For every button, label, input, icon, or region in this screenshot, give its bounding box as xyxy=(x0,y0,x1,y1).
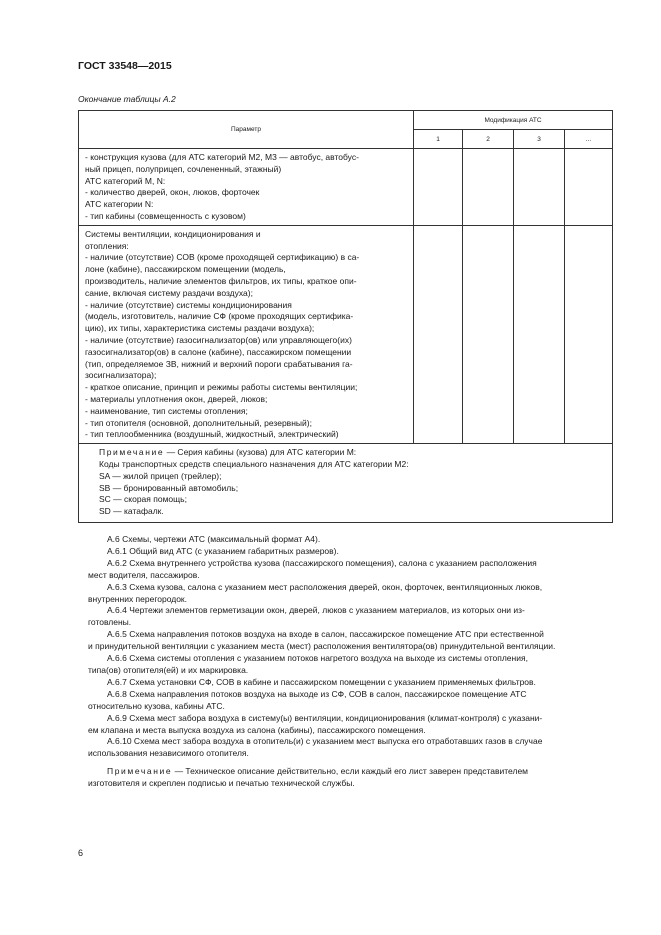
cell-line: отопления: xyxy=(85,240,129,251)
text-line: А.6.4 Чертежи элементов герметизации окон, дверей, люков с указанием материалов, из которых они из- xyxy=(107,605,525,616)
paragraph-a6-7: А.6.7 Схема установки СФ, СОВ в кабине и пассажирском помещении с указанием применяемых фильтров. xyxy=(107,676,536,687)
table-row xyxy=(79,149,613,226)
note-line: SA — жилой прицеп (трейлер); xyxy=(99,470,222,481)
paragraph-a6-10 xyxy=(88,736,612,760)
paragraph-a6: А.6 Схемы, чертежи АТС (максимальный формат А4). xyxy=(107,534,321,544)
text-line: А.6.9 Схема мест забора воздуха в систему(ы) вентиляции, кондиционирования (климат-контроля) с указани- xyxy=(107,712,543,723)
cell-line: производитель, наличие элементов фильтров, их типы, краткое опи- xyxy=(85,275,357,286)
paragraph-a6-4 xyxy=(88,605,612,629)
paragraph-a6-6 xyxy=(88,653,612,677)
row-ventilation-systems xyxy=(79,225,414,443)
text-line: мест водителя, пассажиров. xyxy=(88,569,200,580)
text-line: А.6.3 Схема кузова, салона с указанием мест расположения дверей, окон, форточек, вентиляционных люков, xyxy=(107,581,543,592)
text-line: А.6.2 Схема внутреннего устройства кузова (пассажирского помещения), салона с указанием расположения xyxy=(107,557,537,568)
cell-line: Системы вентиляции, кондиционирования и xyxy=(85,228,261,239)
column-header-3: 3 xyxy=(514,130,565,149)
note-line: SB — бронированный автомобиль; xyxy=(99,482,239,493)
note-label: Примечание xyxy=(107,766,173,777)
cell-line: (тип, определяемое ЗВ, нижний и верхний пороги срабатывания га- xyxy=(85,358,353,369)
cell-line: - материалы уплотнения окон, дверей, люков; xyxy=(85,393,268,404)
text-line: А.6.8 Схема направления потоков воздуха на выходе из СФ, СОВ в салон, пассажирское помещение АТС xyxy=(107,688,527,699)
text-line: ем клапана и места выпуска воздуха из салона (кабины), пассажирского помещения. xyxy=(88,724,426,735)
text-line: и принудительной вентиляции с указанием места (мест) расположения вентилятора(ов) принудительной вентиляции. xyxy=(88,641,556,652)
text-line: готовлены. xyxy=(88,617,132,628)
cell-empty xyxy=(463,149,514,226)
param-header: Параметр xyxy=(79,111,414,149)
cell-line: сание, включая систему раздачи воздуха); xyxy=(85,287,253,298)
cell-line: газосигнализатор(ов) в салоне (кабине), пассажирском помещении xyxy=(85,346,352,357)
column-header-more: ... xyxy=(565,130,613,149)
cell-empty xyxy=(565,225,613,443)
document-code: ГОСТ 33548—2015 xyxy=(78,60,172,72)
cell-line: зосигнализатора); xyxy=(85,370,157,381)
text-line: внутренних перегородок. xyxy=(88,593,188,604)
cell-line: АТС категории N: xyxy=(85,199,154,210)
paragraph-a6-8 xyxy=(88,689,612,713)
page-number: 6 xyxy=(78,848,84,858)
cell-line: - тип отопителя (основной, дополнительный, резервный); xyxy=(85,417,312,428)
cell-line: - количество дверей, окон, люков, форточек xyxy=(85,187,260,198)
text-line: А.6.10 Схема мест забора воздуха в отопитель(и) с указанием мест выпуска его отработавших газов в случае xyxy=(107,736,543,747)
cell-empty xyxy=(414,225,463,443)
paragraph-a6-5 xyxy=(88,629,612,653)
paragraph-a6-9 xyxy=(88,713,612,737)
note-line: изготовителя и скреплен подписью и печатью технической службы. xyxy=(88,778,355,789)
paragraph-a6-2 xyxy=(88,558,612,582)
cell-line: АТС категорий M, N: xyxy=(85,175,166,186)
text-line: А.6.5 Схема направления потоков воздуха на входе в салон, пассажирское помещение АТС при естественной xyxy=(107,629,544,640)
cell-line: - краткое описание, принцип и режимы работы системы вентиляции; xyxy=(85,382,358,393)
body-note xyxy=(88,766,612,790)
modification-header: Модификация АТС xyxy=(414,111,613,130)
cell-line: цию), их типы, характеристика системы раздачи воздуха); xyxy=(85,323,315,334)
table-note xyxy=(79,444,613,523)
note-line: SD — катафалк. xyxy=(99,506,164,517)
body-text xyxy=(88,534,612,790)
table-note-row xyxy=(79,444,613,523)
cell-line: - наличие (отсутствие) газосигнализатор(ов) или управляющего(их) xyxy=(85,334,352,345)
cell-line: лоне (кабине), пассажирском помещении (модель, xyxy=(85,264,286,275)
note-line: — Техническое описание действительно, если каждый его лист заверен представителем xyxy=(172,766,529,777)
note-label: Примечание xyxy=(99,447,165,458)
cell-line: (модель, изготовитель, наличие СФ (кроме проходящих сертифика- xyxy=(85,311,354,322)
cell-empty xyxy=(514,225,565,443)
column-header-1: 1 xyxy=(414,130,463,149)
cell-line: - тип кабины (совмещенность с кузовом) xyxy=(85,210,246,221)
text-line: А.6.6 Схема системы отопления с указанием потоков нагретого воздуха на выходе из системы отопления, xyxy=(107,653,528,664)
column-header-2: 2 xyxy=(463,130,514,149)
cell-line: - наименование, тип системы отопления; xyxy=(85,405,248,416)
cell-line: - тип теплообменника (воздушный, жидкостный, электрический) xyxy=(85,429,339,440)
cell-empty xyxy=(463,225,514,443)
note-line: Коды транспортных средств специального назначения для АТС категории М2: xyxy=(99,458,409,469)
cell-empty xyxy=(514,149,565,226)
text-line: относительно кузова, кабины АТС. xyxy=(88,700,225,711)
table-row xyxy=(79,225,613,443)
cell-line: - наличие (отсутствие) СОВ (кроме проходящей сертификацию) в са- xyxy=(85,252,360,263)
cell-line: ный прицеп, полуприцеп, сочлененный, этажный) xyxy=(85,163,282,174)
table-caption: Окончание таблицы А.2 xyxy=(78,94,176,104)
row-body-construction xyxy=(79,149,414,226)
cell-empty xyxy=(565,149,613,226)
parameters-table xyxy=(78,110,613,523)
note-line: — Серия кабины (кузова) для АТС категории М: xyxy=(164,447,357,458)
cell-line: - конструкция кузова (для АТС категорий М2, М3 — автобус, автобус- xyxy=(85,152,359,162)
table-header-row xyxy=(79,111,613,130)
note-line: SC — скорая помощь; xyxy=(99,494,187,505)
paragraph-a6-1: А.6.1 Общий вид АТС (с указанием габаритных размеров). xyxy=(107,545,339,556)
paragraph-a6-3 xyxy=(88,582,612,606)
cell-line: - наличие (отсутствие) системы кондиционирования xyxy=(85,299,292,310)
text-line: использования независимого отопителя. xyxy=(88,748,249,759)
cell-empty xyxy=(414,149,463,226)
text-line: типа(ов) отопителя(ей) и их маркировка. xyxy=(88,664,249,675)
